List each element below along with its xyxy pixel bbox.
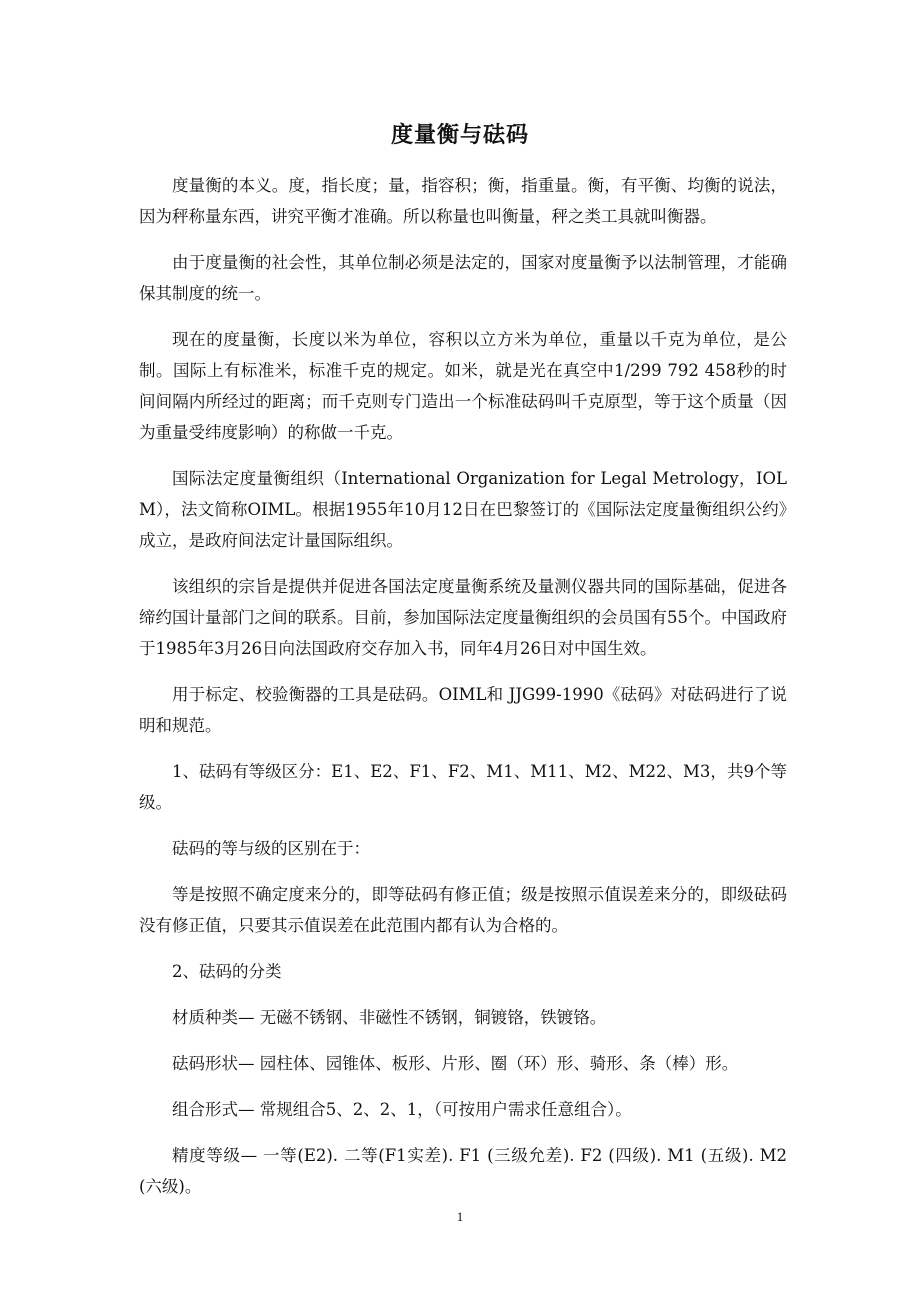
paragraph-definition: 度量衡的本义。度，指长度；量，指容积；衡，指重量。衡，有平衡、均衡的说法，因为秤称量东西，讲究平衡才准确。所以称量也叫衡量，秤之类工具就叫衡器。 — [139, 176, 787, 226]
paragraph-legal-system: 由于度量衡的社会性，其单位制必须是法定的，国家对度量衡予以法制管理，才能确保其制度的统一。 — [139, 253, 787, 303]
document-title: 度量衡与砝码 — [390, 123, 529, 148]
paragraph-weights-tools: 用于标定、校验衡器的工具是砝码。OIML和 JJG99-1990《砝码》对砝码进行了说明和规范。 — [139, 685, 787, 735]
paragraph-oiml-intro: 国际法定度量衡组织（International Organization for Legal Metrology，IOLM），法文简称OIML。根据1955年10月12日在巴黎签订的《国际法定度量衡组织公约》成立，是政府间法定计量国际组织。 — [139, 469, 787, 550]
page-number: 1 — [456, 1209, 464, 1224]
paragraph-classification-heading: 2、砝码的分类 — [172, 962, 282, 981]
paragraph-accuracy-grades: 精度等级— 一等(E2). 二等(F1实差). F1 (三级允差). F2 (四级). M1 (五级). M2(六级)。 — [139, 1146, 787, 1196]
paragraph-class-difference: 等是按照不确定度来分的，即等砝码有修正值；级是按照示值误差来分的，即级砝码没有修正值，只要其示值误差在此范围内都有认为合格的。 — [139, 885, 787, 935]
paragraph-weight-classes: 1、砝码有等级区分：E1、E2、F1、F2、M1、M11、M2、M22、M3，共9个等级。 — [139, 762, 787, 812]
paragraph-weight-shapes: 砝码形状— 园柱体、园锥体、板形、片形、圈（环）形、骑形、条（棒）形。 — [172, 1054, 739, 1073]
paragraph-combination-forms: 组合形式— 常规组合5、2、2、1，（可按用户需求任意组合）。 — [172, 1100, 632, 1119]
paragraph-material-types: 材质种类— 无磁不锈钢、非磁性不锈钢，铜镀铬，铁镀铬。 — [172, 1008, 607, 1027]
paragraph-oiml-purpose: 该组织的宗旨是提供并促进各国法定度量衡系统及量测仪器共同的国际基础，促进各缔约国计量部门之间的联系。目前，参加国际法定度量衡组织的会员国有55个。中国政府于1985年3月26日向法国政府交存加入书，同年4月26日对中国生效。 — [139, 577, 787, 658]
paragraph-modern-units: 现在的度量衡，长度以米为单位，容积以立方米为单位，重量以千克为单位，是公制。国际上有标准米，标准千克的规定。如米，就是光在真空中1/299 792 458秒的时间间隔内所经过的距离；而千克则专门造出一个标准砝码叫千克原型，等于这个质量（因为重量受纬度影响）的称做一千克。 — [139, 330, 787, 442]
paragraph-class-difference-heading: 砝码的等与级的区别在于： — [172, 839, 370, 858]
document-body — [139, 170, 787, 1217]
